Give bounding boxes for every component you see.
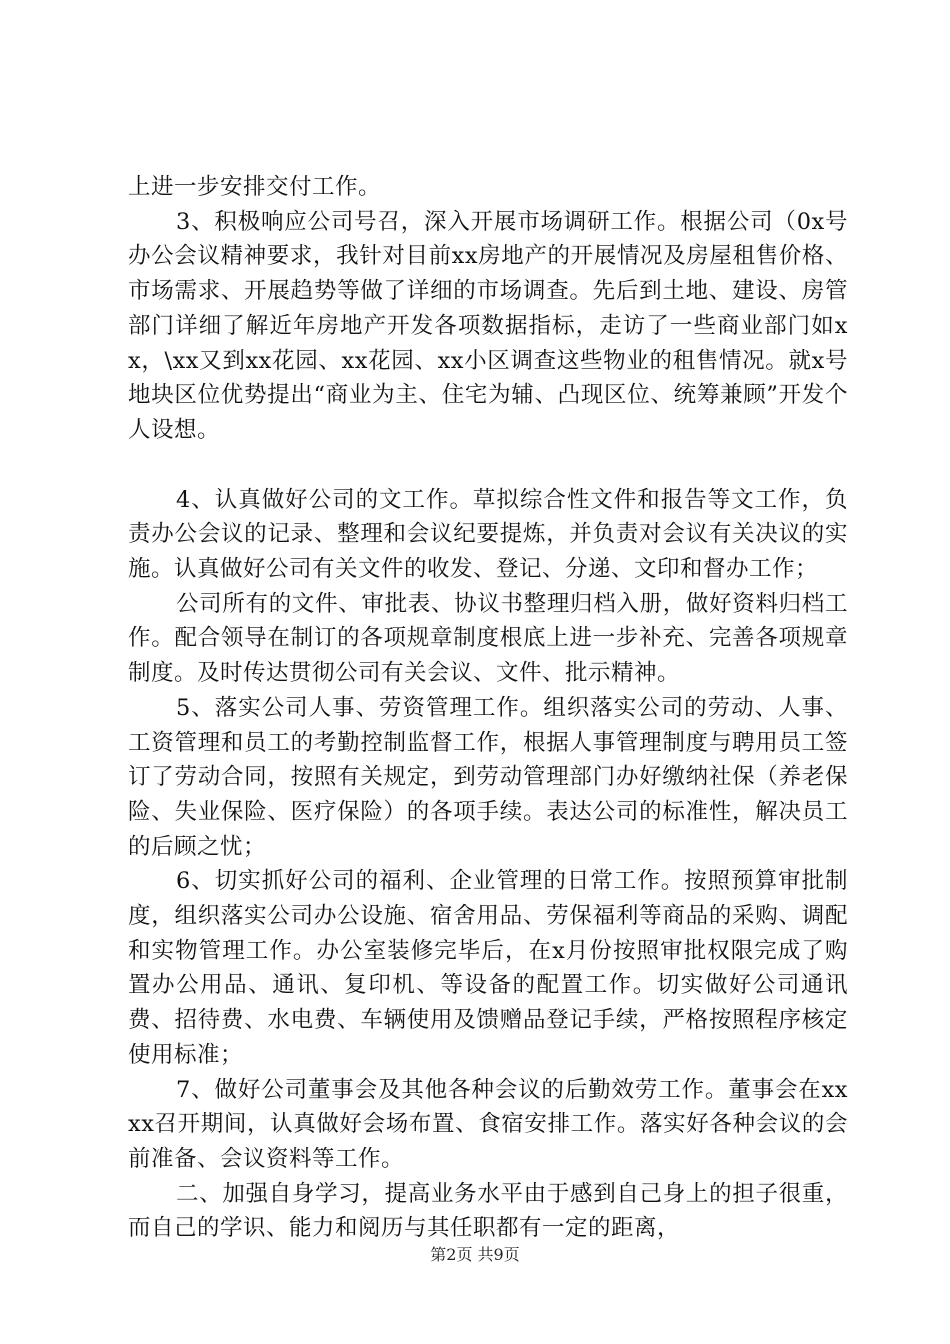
paragraph-continuation: 上进一步安排交付工作。 bbox=[128, 174, 382, 200]
paragraph-filing: 公司所有的文件、审批表、协议书整理归档入册，做好资料归档工作。配合领导在制订的各项规章制度根底上进一步补充、完善各项规章制度。及时传达贯彻公司有关会议、文件、批示精神。 bbox=[128, 590, 848, 687]
paragraph-item-6: 6、切实抓好公司的福利、企业管理的日常工作。按照预算审批制度，组织落实公司办公设施、宿舍用品、劳保福利等商品的采购、调配和实物管理工作。办公室装修完毕后，在x月份按照审批权限完成了购置办公用品、通讯、复印机、等设备的配置工作。切实做好公司通讯费、招待费、水电费、车辆使用及馈赠品登记手续，严格按照程序核定使用标准； bbox=[128, 868, 848, 1068]
paragraph-item-3: 3、积极响应公司号召，深入开展市场调研工作。根据公司（0x号办公会议精神要求，我针对目前xx房地产的开展情况及房屋租售价格、市场需求、开展趋势等做了详细的市场调查。先后到土地、建设、房管部门详细了解近年房地产开发各项数据指标，走访了一些商业部门如xx，\xx又到xx花园、xx花园、xx小区调查这些物业的租售情况。就x号地块区位优势提出“商业为主、住宅为辅、凸现区位、统筹兼顾”开发个人设想。 bbox=[128, 208, 848, 443]
paragraph-section-2: 二、加强自身学习，提高业务水平由于感到自己身上的担子很重，而自己的学识、能力和阅历与其任职都有一定的距离， bbox=[128, 1180, 848, 1242]
paragraph-item-4: 4、认真做好公司的文工作。草拟综合性文件和报告等文工作，负责办公会议的记录、整理和会议纪要提炼，并负责对会议有关决议的实施。认真做好公司有关文件的收发、登记、分递、文印和督办工作； bbox=[128, 486, 848, 583]
paragraph-item-5: 5、落实公司人事、劳资管理工作。组织落实公司的劳动、人事、工资管理和员工的考勤控制监督工作，根据人事管理制度与聘用员工签订了劳动合同，按照有关规定，到劳动管理部门办好缴纳社保（养老保险、失业保险、医疗保险）的各项手续。表达公司的标准性，解决员工的后顾之忧； bbox=[128, 694, 848, 860]
page-number-footer: 第2页 共9页 bbox=[430, 1245, 520, 1264]
document-body bbox=[128, 170, 848, 1246]
paragraph-item-7: 7、做好公司董事会及其他各种会议的后勤效劳工作。董事会在xxxx召开期间，认真做好会场布置、食宿安排工作。落实好各种会议的会前准备、会议资料等工作。 bbox=[128, 1076, 848, 1172]
